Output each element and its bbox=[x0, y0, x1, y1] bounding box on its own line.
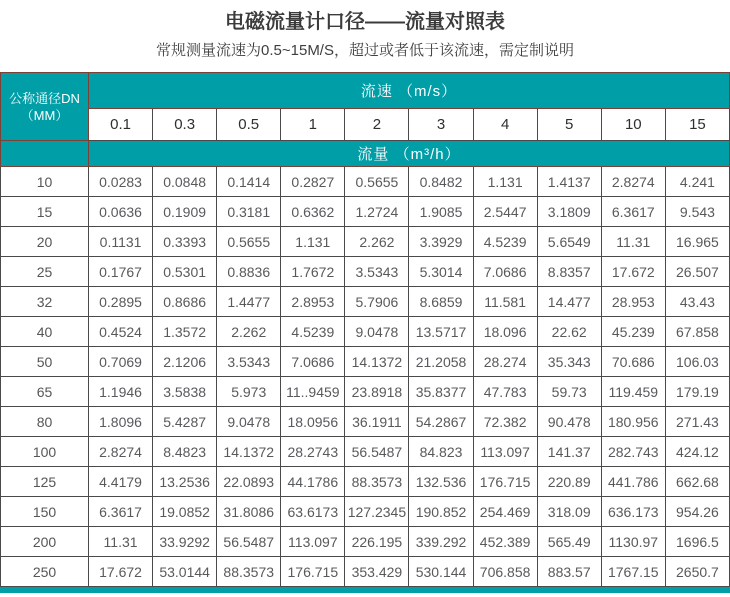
flow-cell: 954.26 bbox=[665, 497, 729, 527]
flow-cell: 0.5655 bbox=[345, 167, 409, 197]
dn-cell: 40 bbox=[1, 317, 89, 347]
flow-cell: 113.097 bbox=[473, 437, 537, 467]
flow-cell: 33.9292 bbox=[153, 527, 217, 557]
flow-cell: 11.31 bbox=[601, 227, 665, 257]
flow-cell: 72.382 bbox=[473, 407, 537, 437]
flow-cell: 11.581 bbox=[473, 287, 537, 317]
table-row bbox=[1, 407, 730, 437]
flow-cell: 176.715 bbox=[473, 467, 537, 497]
flow-cell: 88.3573 bbox=[217, 557, 281, 587]
flow-cell: 8.6859 bbox=[409, 287, 473, 317]
table-row bbox=[1, 257, 730, 287]
dn-cell: 80 bbox=[1, 407, 89, 437]
page bbox=[0, 9, 730, 593]
table-row bbox=[1, 227, 730, 257]
flow-cell: 7.0686 bbox=[473, 257, 537, 287]
flow-cell: 13.2536 bbox=[153, 467, 217, 497]
flow-cell: 0.1909 bbox=[153, 197, 217, 227]
flow-cell: 0.0283 bbox=[89, 167, 153, 197]
flow-cell: 5.7906 bbox=[345, 287, 409, 317]
flow-cell: 2.8274 bbox=[601, 167, 665, 197]
flow-cell: 14.477 bbox=[537, 287, 601, 317]
flow-cell: 35.8377 bbox=[409, 377, 473, 407]
flow-cell: 28.2743 bbox=[281, 437, 345, 467]
flow-cell: 36.1911 bbox=[345, 407, 409, 437]
flow-cell: 176.715 bbox=[281, 557, 345, 587]
flow-cell: 14.1372 bbox=[345, 347, 409, 377]
flow-cell: 0.3393 bbox=[153, 227, 217, 257]
dn-cell: 200 bbox=[1, 527, 89, 557]
flow-cell: 1.8096 bbox=[89, 407, 153, 437]
flow-cell: 2.5447 bbox=[473, 197, 537, 227]
dn-cell: 150 bbox=[1, 497, 89, 527]
flow-cell: 636.173 bbox=[601, 497, 665, 527]
flow-cell: 565.49 bbox=[537, 527, 601, 557]
flow-cell: 17.672 bbox=[601, 257, 665, 287]
flow-cell: 0.1414 bbox=[217, 167, 281, 197]
flow-cell: 452.389 bbox=[473, 527, 537, 557]
flow-cell: 0.5655 bbox=[217, 227, 281, 257]
flow-cell: 19.0852 bbox=[153, 497, 217, 527]
flow-header: 流量 （m³/h） bbox=[89, 141, 730, 167]
flow-cell: 141.37 bbox=[537, 437, 601, 467]
flow-cell: 9.0478 bbox=[345, 317, 409, 347]
flow-cell: 45.239 bbox=[601, 317, 665, 347]
flow-cell: 63.6173 bbox=[281, 497, 345, 527]
corner-header-dn bbox=[1, 73, 89, 141]
flow-cell: 7.0686 bbox=[281, 347, 345, 377]
flow-cell: 282.743 bbox=[601, 437, 665, 467]
flow-header-corner bbox=[1, 141, 89, 167]
flow-cell: 530.144 bbox=[409, 557, 473, 587]
flow-cell: 56.5487 bbox=[345, 437, 409, 467]
corner-header-line1: 公称通径DN bbox=[9, 90, 80, 106]
flow-cell: 26.507 bbox=[665, 257, 729, 287]
flow-cell: 22.0893 bbox=[217, 467, 281, 497]
flow-cell: 8.4823 bbox=[153, 437, 217, 467]
flow-cell: 84.823 bbox=[409, 437, 473, 467]
flow-cell: 54.2867 bbox=[409, 407, 473, 437]
flow-cell: 0.3181 bbox=[217, 197, 281, 227]
table-row bbox=[1, 437, 730, 467]
flow-cell: 1.131 bbox=[473, 167, 537, 197]
flow-cell: 8.8357 bbox=[537, 257, 601, 287]
flow-cell: 14.1372 bbox=[217, 437, 281, 467]
dn-cell: 25 bbox=[1, 257, 89, 287]
flow-cell: 17.672 bbox=[89, 557, 153, 587]
flow-cell: 4.5239 bbox=[473, 227, 537, 257]
flow-cell: 3.5343 bbox=[345, 257, 409, 287]
flow-cell: 179.19 bbox=[665, 377, 729, 407]
flow-cell: 1.131 bbox=[281, 227, 345, 257]
flow-cell: 3.5838 bbox=[153, 377, 217, 407]
flow-comparison-table bbox=[0, 72, 730, 587]
dn-cell: 15 bbox=[1, 197, 89, 227]
table-row bbox=[1, 497, 730, 527]
flow-cell: 1.2724 bbox=[345, 197, 409, 227]
flow-cell: 11..9459 bbox=[281, 377, 345, 407]
flow-cell: 4.241 bbox=[665, 167, 729, 197]
flow-cell: 2.262 bbox=[345, 227, 409, 257]
velocity-value: 0.1 bbox=[89, 109, 153, 141]
flow-cell: 883.57 bbox=[537, 557, 601, 587]
flow-cell: 1.7672 bbox=[281, 257, 345, 287]
flow-cell: 0.1767 bbox=[89, 257, 153, 287]
flow-cell: 441.786 bbox=[601, 467, 665, 497]
flow-cell: 0.4524 bbox=[89, 317, 153, 347]
flow-cell: 1696.5 bbox=[665, 527, 729, 557]
flow-cell: 254.469 bbox=[473, 497, 537, 527]
flow-cell: 43.43 bbox=[665, 287, 729, 317]
flow-cell: 18.096 bbox=[473, 317, 537, 347]
dn-cell: 20 bbox=[1, 227, 89, 257]
flow-cell: 44.1786 bbox=[281, 467, 345, 497]
velocity-value: 1 bbox=[281, 109, 345, 141]
table-row bbox=[1, 527, 730, 557]
flow-cell: 190.852 bbox=[409, 497, 473, 527]
flow-cell: 180.956 bbox=[601, 407, 665, 437]
flow-cell: 0.5301 bbox=[153, 257, 217, 287]
flow-cell: 706.858 bbox=[473, 557, 537, 587]
velocity-header: 流速 （m/s） bbox=[89, 73, 730, 109]
table-row bbox=[1, 167, 730, 197]
table-row bbox=[1, 557, 730, 587]
table-row bbox=[1, 347, 730, 377]
velocity-value: 15 bbox=[665, 109, 729, 141]
velocity-value: 3 bbox=[409, 109, 473, 141]
flow-cell: 88.3573 bbox=[345, 467, 409, 497]
flow-cell: 21.2058 bbox=[409, 347, 473, 377]
flow-cell: 0.2827 bbox=[281, 167, 345, 197]
flow-cell: 1.1946 bbox=[89, 377, 153, 407]
flow-cell: 424.12 bbox=[665, 437, 729, 467]
flow-cell: 1.3572 bbox=[153, 317, 217, 347]
flow-cell: 9.543 bbox=[665, 197, 729, 227]
flow-cell: 23.8918 bbox=[345, 377, 409, 407]
flow-cell: 5.4287 bbox=[153, 407, 217, 437]
flow-cell: 0.7069 bbox=[89, 347, 153, 377]
flow-cell: 5.6549 bbox=[537, 227, 601, 257]
flow-cell: 1.9085 bbox=[409, 197, 473, 227]
flow-cell: 0.8482 bbox=[409, 167, 473, 197]
flow-cell: 1.4137 bbox=[537, 167, 601, 197]
flow-cell: 0.2895 bbox=[89, 287, 153, 317]
table-row bbox=[1, 377, 730, 407]
dn-cell: 125 bbox=[1, 467, 89, 497]
flow-cell: 56.5487 bbox=[217, 527, 281, 557]
flow-cell: 59.73 bbox=[537, 377, 601, 407]
header-row-flow-band bbox=[1, 141, 730, 167]
flow-cell: 90.478 bbox=[537, 407, 601, 437]
velocity-value: 4 bbox=[473, 109, 537, 141]
flow-cell: 0.6362 bbox=[281, 197, 345, 227]
velocity-value: 0.5 bbox=[217, 109, 281, 141]
dn-cell: 32 bbox=[1, 287, 89, 317]
flow-cell: 2.8274 bbox=[89, 437, 153, 467]
flow-cell: 2.8953 bbox=[281, 287, 345, 317]
table-row bbox=[1, 287, 730, 317]
table-row bbox=[1, 317, 730, 347]
velocity-values-row bbox=[1, 109, 730, 141]
velocity-value: 5 bbox=[537, 109, 601, 141]
flow-cell: 18.0956 bbox=[281, 407, 345, 437]
velocity-value: 0.3 bbox=[153, 109, 217, 141]
velocity-value: 10 bbox=[601, 109, 665, 141]
dn-cell: 65 bbox=[1, 377, 89, 407]
flow-cell: 1.4477 bbox=[217, 287, 281, 317]
flow-cell: 0.8686 bbox=[153, 287, 217, 317]
flow-cell: 3.3929 bbox=[409, 227, 473, 257]
flow-cell: 2.1206 bbox=[153, 347, 217, 377]
page-title: 电磁流量计口径——流量对照表 bbox=[225, 11, 505, 33]
flow-cell: 127.2345 bbox=[345, 497, 409, 527]
flow-cell: 106.03 bbox=[665, 347, 729, 377]
flow-cell: 2650.7 bbox=[665, 557, 729, 587]
flow-cell: 35.343 bbox=[537, 347, 601, 377]
flow-cell: 53.0144 bbox=[153, 557, 217, 587]
flow-cell: 3.1809 bbox=[537, 197, 601, 227]
flow-cell: 0.1131 bbox=[89, 227, 153, 257]
header-row-velocity-band bbox=[1, 73, 730, 109]
flow-cell: 353.429 bbox=[345, 557, 409, 587]
flow-table-wrap bbox=[0, 72, 730, 593]
flow-cell: 4.4179 bbox=[89, 467, 153, 497]
flow-cell: 119.459 bbox=[601, 377, 665, 407]
flow-cell: 1130.97 bbox=[601, 527, 665, 557]
dn-cell: 100 bbox=[1, 437, 89, 467]
flow-cell: 4.5239 bbox=[281, 317, 345, 347]
flow-cell: 0.0848 bbox=[153, 167, 217, 197]
flow-cell: 1767.15 bbox=[601, 557, 665, 587]
dn-cell: 50 bbox=[1, 347, 89, 377]
flow-cell: 5.973 bbox=[217, 377, 281, 407]
flow-cell: 0.8836 bbox=[217, 257, 281, 287]
flow-cell: 13.5717 bbox=[409, 317, 473, 347]
flow-cell: 11.31 bbox=[89, 527, 153, 557]
flow-cell: 16.965 bbox=[665, 227, 729, 257]
flow-cell: 6.3617 bbox=[601, 197, 665, 227]
flow-cell: 70.686 bbox=[601, 347, 665, 377]
flow-cell: 22.62 bbox=[537, 317, 601, 347]
flow-cell: 31.8086 bbox=[217, 497, 281, 527]
flow-cell: 5.3014 bbox=[409, 257, 473, 287]
flow-cell: 220.89 bbox=[537, 467, 601, 497]
corner-header-line2: （MM） bbox=[20, 107, 69, 123]
velocity-value: 2 bbox=[345, 109, 409, 141]
flow-cell: 113.097 bbox=[281, 527, 345, 557]
flow-cell: 2.262 bbox=[217, 317, 281, 347]
flow-cell: 28.274 bbox=[473, 347, 537, 377]
page-subtitle: 常规测量流速为0.5~15M/S，超过或者低于该流速，需定制说明 bbox=[156, 42, 574, 59]
dn-cell: 250 bbox=[1, 557, 89, 587]
flow-cell: 67.858 bbox=[665, 317, 729, 347]
dn-cell: 10 bbox=[1, 167, 89, 197]
flow-cell: 28.953 bbox=[601, 287, 665, 317]
table-row bbox=[1, 467, 730, 497]
flow-cell: 47.783 bbox=[473, 377, 537, 407]
flow-cell: 271.43 bbox=[665, 407, 729, 437]
flow-cell: 9.0478 bbox=[217, 407, 281, 437]
flow-cell: 0.0636 bbox=[89, 197, 153, 227]
flow-cell: 339.292 bbox=[409, 527, 473, 557]
flow-cell: 318.09 bbox=[537, 497, 601, 527]
flow-cell: 6.3617 bbox=[89, 497, 153, 527]
flow-cell: 662.68 bbox=[665, 467, 729, 497]
flow-cell: 3.5343 bbox=[217, 347, 281, 377]
table-row bbox=[1, 197, 730, 227]
flow-cell: 226.195 bbox=[345, 527, 409, 557]
flow-cell: 132.536 bbox=[409, 467, 473, 497]
flow-table-body bbox=[1, 167, 730, 587]
